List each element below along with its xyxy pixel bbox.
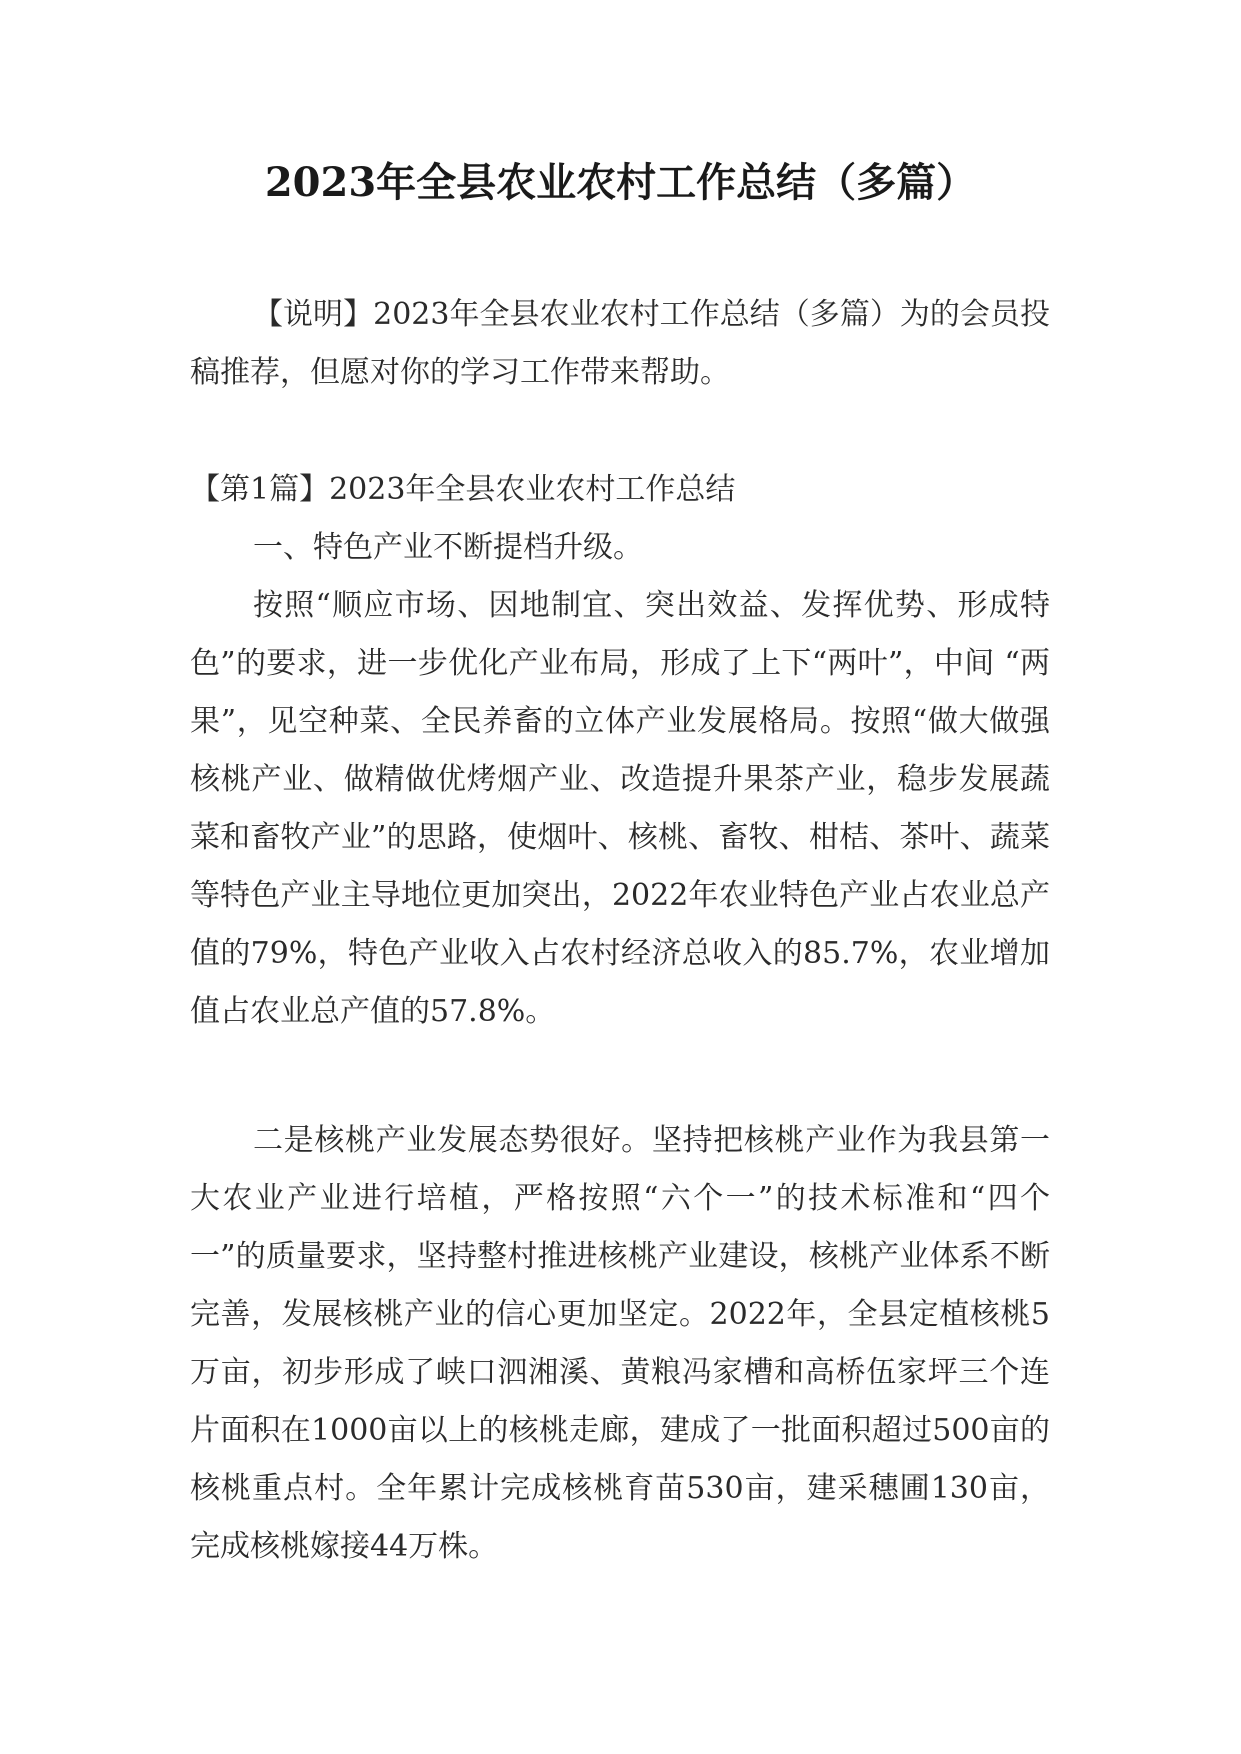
body-paragraph: 按照“顺应市场、因地制宜、突出效益、发挥优势、形成特色”的要求，进一步优化产业布局，形成了上下“两叶”，中间 “两果”，见空种菜、全民养畜的立体产业发展格局。按照“做大做强核桃产业、做精做优烤烟产业、改造提升果茶产业，稳步发展蔬菜和畜牧产业”的思路，使烟叶、核桃、畜牧、柑桔、茶叶、蔬菜等特色产业主导地位更加突出，2022年农业特色产业占农业总产值的79%，特色产业收入占农村经济总收入的85.7%，农业增加值占农业总产值的57.8%。 <box>190 588 1050 1029</box>
document-title: 2023年全县农业农村工作总结（多篇） <box>264 159 977 206</box>
section-subheading: 一、特色产业不断提档升级。 <box>253 530 643 565</box>
document-note: 【说明】2023年全县农业农村工作总结（多篇）为的会员投稿推荐，但愿对你的学习工作带来帮助。 <box>190 297 1050 390</box>
body-paragraph: 二是核桃产业发展态势很好。坚持把核桃产业作为我县第一大农业产业进行培植，严格按照“六个一”的技术标准和“四个一”的质量要求，坚持整村推进核桃产业建设，核桃产业体系不断完善，发展核桃产业的信心更加坚定。2022年，全县定植核桃5万亩，初步形成了峡口泗湘溪、黄粮冯家槽和高桥伍家坪三个连片面积在1000亩以上的核桃走廊，建成了一批面积超过500亩的核桃重点村。全年累计完成核桃育苗530亩，建采穗圃130亩，完成核桃嫁接44万株。 <box>190 1123 1050 1564</box>
section-heading: 【第1篇】2023年全县农业农村工作总结 <box>190 472 736 507</box>
